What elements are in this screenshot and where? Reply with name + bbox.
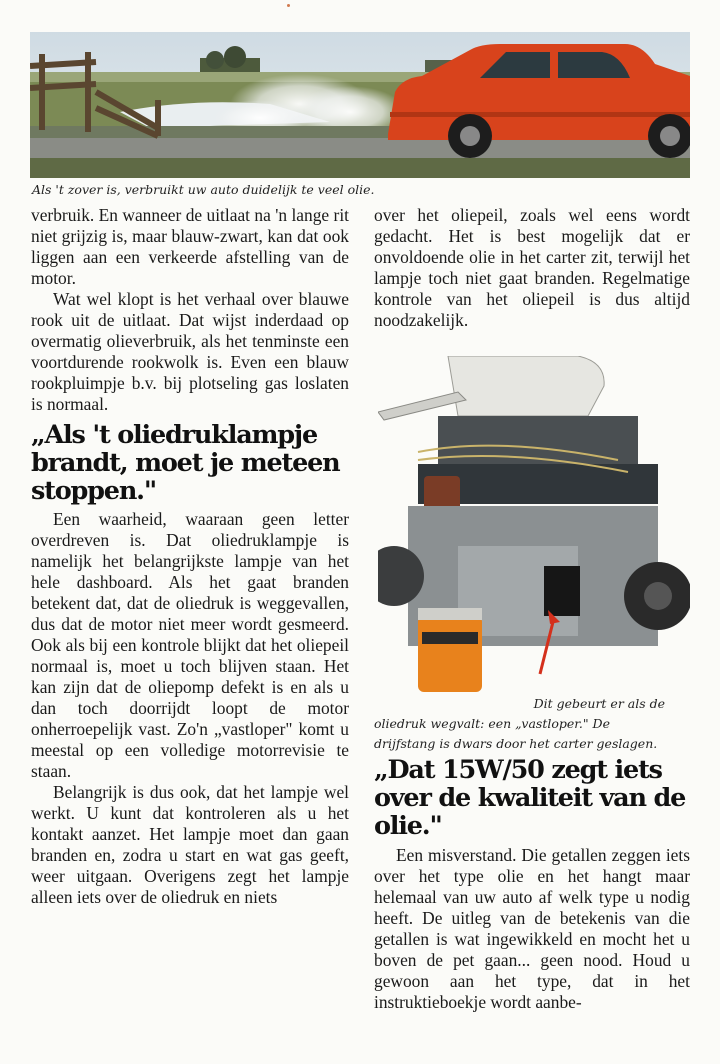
left-paragraph-1: verbruik. En wanneer de uitlaat na 'n lange rit niet grijzig is, maar blauw-zwart, kan dat ook liggen aan een verkeerde afstelling van de motor.	[31, 205, 349, 288]
right-paragraph-2: Een misverstand. Die getallen zeggen iets over het type olie en het hangt maar helemaal van uw auto af welk type u nodig heeft. De uitleg van de betekenis van die getallen is wat ingewikkeld en mocht het u boven de pet gaan... geen nood. Houd u gewoon aan het type, dat in het instruktieboekje wordt aanbe-	[374, 845, 690, 1012]
engine-caption-line-3: drijfstang is dwars door het carter geslagen.	[374, 736, 658, 751]
left-paragraph-3: Een waarheid, waaraan geen letter overdreven is. Dat oliedruklampje is namelijk het belangrijkste lampje van het hele dashboard. Als het gaat branden betekent dat, dat de oliedruk is weggevallen, dus dat de motor niet meer wordt gesmeerd. Ook als bij een kontrole blijkt dat het oliepeil normaal is, moet u toch blijven staan. Het kan zijn dat de oliepomp defekt is en als u dan toch doorrijdt loopt de motor onherroepelijk vast. Zo'n „vastloper" komt u meestal op een volledige motorrevisie te staan.	[31, 509, 349, 781]
left-heading: „Als 't oliedruklampje brandt, moet je meteen stoppen."	[31, 420, 340, 506]
left-paragraph-4: Belangrijk is dus ook, dat het lampje wel werkt. U kunt dat kontroleren als u het kontakt aanzet. Het lampje moet dan gaan branden en, zodra u start en wat gas geeft, weer uitgaan. Overigens zegt het lampje alleen iets over de oliedruk en niets	[31, 782, 349, 907]
right-text-column-lower	[374, 845, 690, 1013]
top-photo-car-smoke	[30, 32, 690, 178]
engine-photo-caption	[374, 694, 690, 754]
right-paragraph-1: over het oliepeil, zoals wel eens wordt gedacht. Het is best mogelijk dat er onvoldoende olie in het carter zit, terwijl het lampje toch niet gaat branden. Regelmatige kontrole van het oliepeil is dus altijd noodzakelijk.	[374, 205, 690, 330]
engine-photo	[378, 356, 690, 696]
right-text-column	[374, 205, 690, 331]
right-heading: „Dat 15W/50 zegt iets over de kwaliteit van de olie."	[374, 755, 686, 841]
engine-caption-line-1: Dit gebeurt er als de	[533, 696, 665, 711]
engine-caption-line-2: oliedruk wegvalt: een „vastloper." De	[374, 716, 610, 731]
top-photo-caption: Als 't zover is, verbruikt uw auto duidelijk te veel olie.	[32, 182, 375, 197]
print-speck	[287, 4, 290, 7]
left-text-column	[31, 205, 349, 908]
left-paragraph-2: Wat wel klopt is het verhaal over blauwe rook uit de uitlaat. Dat wijst inderdaad op overmatig olieverbruik, als het tenminste een voortdurende rookwolk is. Even een blauw rookpluimpje b.v. bij plotseling gas loslaten is normaal.	[31, 289, 349, 414]
